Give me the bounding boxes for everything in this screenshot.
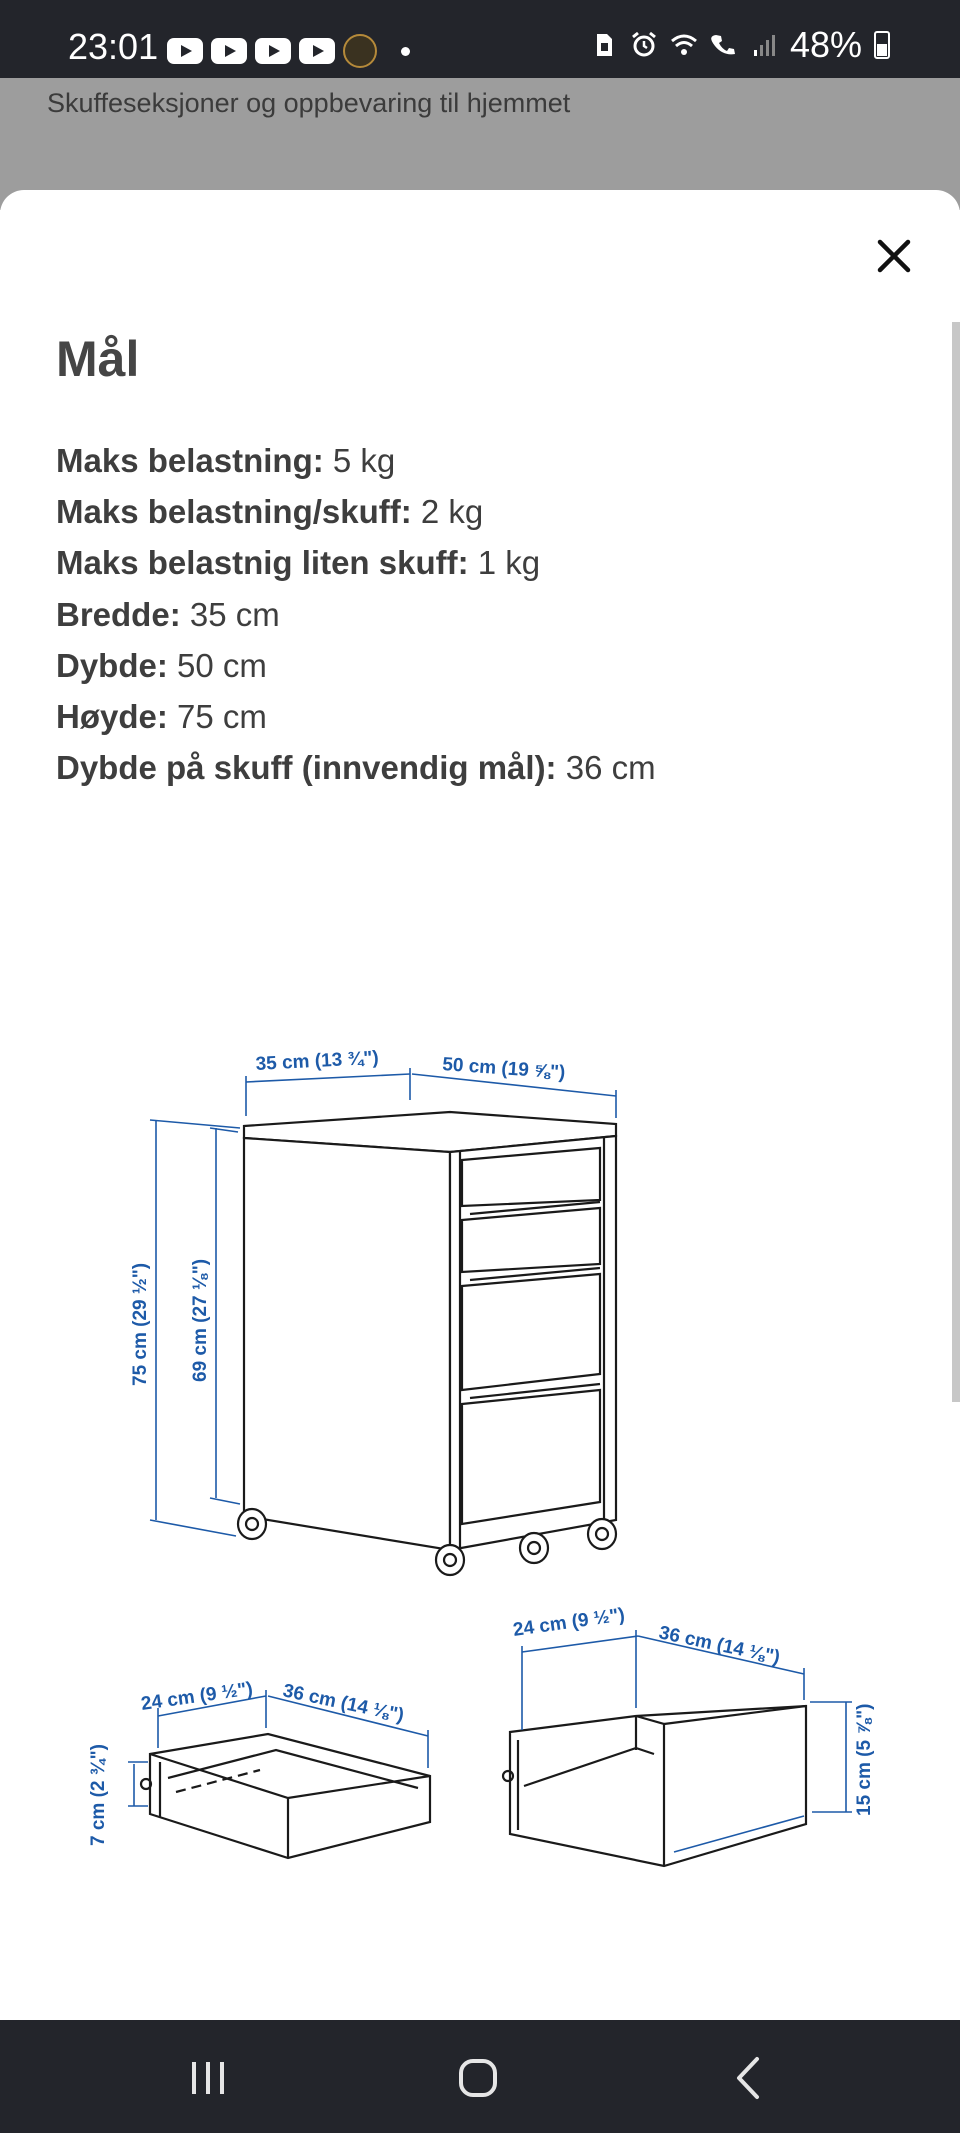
spec-item xyxy=(56,435,656,486)
home-icon xyxy=(458,2058,498,2098)
battery-percentage: 48% xyxy=(789,24,862,65)
wifi-icon xyxy=(670,31,698,59)
spec-item xyxy=(56,640,656,691)
youtube-icon xyxy=(299,38,335,64)
small-drawer-depth-label: 36 cm (14 ⅛") xyxy=(280,1680,406,1727)
dimension-diagram xyxy=(0,830,960,2030)
spec-item xyxy=(56,589,656,640)
large-drawer-depth-label: 36 cm (14 ⅛") xyxy=(656,1622,782,1669)
battery-icon xyxy=(874,31,890,59)
close-icon xyxy=(877,239,911,273)
small-drawer-width-label: 24 cm (9 ½") xyxy=(139,1678,255,1715)
notification-icons xyxy=(167,34,410,68)
width-label: 35 cm (13 ¾") xyxy=(255,1047,380,1075)
wifi-call-icon xyxy=(710,31,738,59)
spec-value: 36 cm xyxy=(556,749,656,787)
navigation-bar xyxy=(0,2020,960,2133)
height-total-label: 75 cm (29 ½") xyxy=(130,1262,151,1386)
spec-key: Dybde: xyxy=(56,646,168,684)
spec-item xyxy=(56,742,656,793)
height-inner-label: 69 cm (27 ⅛") xyxy=(190,1258,211,1382)
recent-apps-button[interactable] xyxy=(178,2050,238,2106)
spec-key: Bredde: xyxy=(56,595,181,633)
system-icons xyxy=(590,24,890,66)
youtube-icon xyxy=(167,38,203,64)
back-button[interactable] xyxy=(718,2050,778,2106)
youtube-icon xyxy=(255,38,291,64)
spec-list xyxy=(56,435,656,793)
spec-item xyxy=(56,537,656,588)
spec-value: 35 cm xyxy=(180,595,280,633)
spec-key: Høyde: xyxy=(56,698,168,736)
spec-value: 50 cm xyxy=(167,646,267,684)
depth-label: 50 cm (19 ⅝") xyxy=(441,1054,566,1084)
spec-key: Maks belastning: xyxy=(56,442,324,479)
close-button[interactable] xyxy=(866,228,922,284)
spec-value: 5 kg xyxy=(323,442,396,479)
spec-value: 1 kg xyxy=(468,544,541,582)
background-subtitle: Skuffeseksjoner og oppbevaring til hjemmet xyxy=(47,88,571,118)
status-bar xyxy=(0,0,960,78)
large-drawer-width-label: 24 cm (9 ½") xyxy=(511,1604,627,1641)
recent-apps-icon xyxy=(188,2060,228,2096)
youtube-icon xyxy=(211,38,247,64)
dimensions-sheet xyxy=(0,190,960,2020)
spec-key: Maks belastnig liten skuff: xyxy=(56,544,469,582)
sheet-title: Mål xyxy=(56,331,140,387)
home-button[interactable] xyxy=(448,2050,508,2106)
spec-value: 2 kg xyxy=(411,493,484,531)
dot-icon xyxy=(401,47,410,56)
spec-key: Maks belastning/skuff: xyxy=(56,493,412,531)
large-drawer-height-label: 15 cm (5 ⅞") xyxy=(854,1703,875,1816)
spec-key: Dybde på skuff (innvendig mål): xyxy=(56,749,557,787)
alarm-icon xyxy=(630,31,658,59)
spec-item xyxy=(56,486,656,537)
small-drawer-height-label: 7 cm (2 ¾") xyxy=(88,1744,109,1846)
sim-icon xyxy=(590,31,618,59)
back-icon xyxy=(733,2056,763,2100)
status-time: 23:01 xyxy=(68,26,159,67)
signal-icon xyxy=(750,31,778,59)
spec-item xyxy=(56,691,656,742)
app-icon xyxy=(343,34,377,68)
spec-value: 75 cm xyxy=(167,698,267,736)
